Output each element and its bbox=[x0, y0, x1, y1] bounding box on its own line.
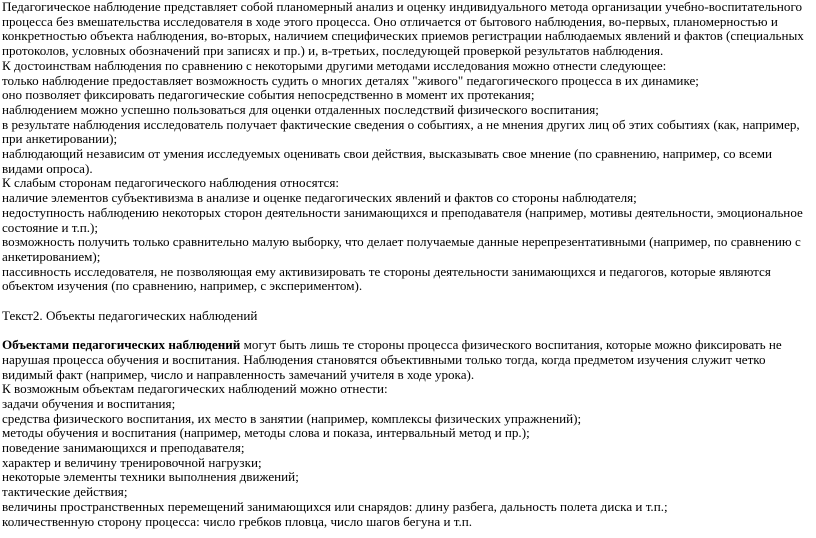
advantage-item: в результате наблюдения исследователь получает фактические сведения о событиях, а не мнения других лиц об этих событиях (как, например, при анкетировании); bbox=[2, 116, 800, 147]
object-item: задачи обучения и воспитания; bbox=[2, 395, 176, 411]
section-title: Текст2. Объекты педагогических наблюдений bbox=[2, 307, 258, 323]
object-item: поведение занимающихся и преподавателя; bbox=[2, 440, 245, 456]
object-item: характер и величину тренировочной нагрузки; bbox=[2, 454, 262, 470]
objects-heading: К возможным объектам педагогических наблюдений можно отнести: bbox=[2, 381, 388, 397]
advantage-item: наблюдением можно успешно пользоваться для оценки отдаленных последствий физического воспитания; bbox=[2, 101, 599, 117]
intro-paragraph: Педагогическое наблюдение представляет собой планомерный анализ и оценку индивидуального метода организации учебно-воспитательного процесса без вмешательства исследователя в ходе этого процесса. Оно отличается от бытового наблюдения, во-первых, планомерностью и конкретностью объекта наблюдения, во-вторых, наличием специфических приемов регистрации наблюдаемых явлений и фактов (специальных протоколов, условных обозначений при записях и пр.) и, в-третьих, последующей проверкой результатов наблюдения. bbox=[2, 0, 804, 59]
spacer bbox=[2, 294, 810, 309]
spacer bbox=[2, 323, 810, 338]
advantages-heading: К достоинствам наблюдения по сравнению с некоторыми другими методами исследования можно отнести следующее: bbox=[2, 57, 667, 73]
weaknesses-heading: К слабым сторонам педагогического наблюдения относятся: bbox=[2, 175, 340, 191]
advantage-item: оно позволяет фиксировать педагогические события непосредственно в момент их протекания; bbox=[2, 87, 535, 103]
objects-definition: могут быть лишь те стороны процесса физического воспитания, которые можно фиксировать не нарушая процесса обучения и воспитания. Наблюдения становятся объективными только тогда, когда предметом изучения служит четко видимый факт (например, число и направленность замечаний учителя в ходе урока). bbox=[2, 337, 782, 382]
advantage-item: наблюдающий независим от умения исследуемых оценивать свои действия, высказывать свое мнение (по сравнению, например, со всеми видами опроса). bbox=[2, 146, 773, 176]
object-item: тактические действия; bbox=[2, 484, 128, 500]
objects-term: Объектами педагогических наблюдений bbox=[2, 337, 241, 353]
advantage-item: только наблюдение предоставляет возможность судить о многих деталях "живого" педагогического процесса в их динамике; bbox=[2, 72, 699, 88]
weakness-item: недоступность наблюдению некоторых сторон деятельности занимающихся и преподавателя (например, мотивы деятельности, эмоциональное состояние и т.п.); bbox=[2, 204, 803, 235]
object-item: величины пространственных перемещений занимающихся или снарядов: длину разбега, дальность полета диска и т.п.; bbox=[2, 498, 668, 514]
weakness-item: возможность получить только сравнительно малую выборку, что делает получаемые данные нерепрезентативными (например, по сравнению с анкетированием); bbox=[2, 234, 801, 264]
object-item: методы обучения и воспитания (например, методы слова и показа, интервальный метод и пр.); bbox=[2, 425, 530, 441]
weakness-item: наличие элементов субъективизма в анализе и оценке педагогических явлений и фактов со стороны наблюдателя; bbox=[2, 190, 637, 206]
object-item: средства физического воспитания, их место в занятии (например, комплексы физических упражнений); bbox=[2, 410, 582, 426]
objects-definition-paragraph bbox=[2, 338, 810, 382]
weakness-item: пассивность исследователя, не позволяющая ему активизировать те стороны деятельности занимающихся и педагогов, которые являются объектом изучения (по сравнению, например, с экспериментом). bbox=[2, 263, 771, 294]
object-item: количественную сторону процесса: число гребков пловца, число шагов бегуна и т.п. bbox=[2, 513, 473, 529]
object-item: некоторые элементы техники выполнения движений; bbox=[2, 469, 299, 485]
